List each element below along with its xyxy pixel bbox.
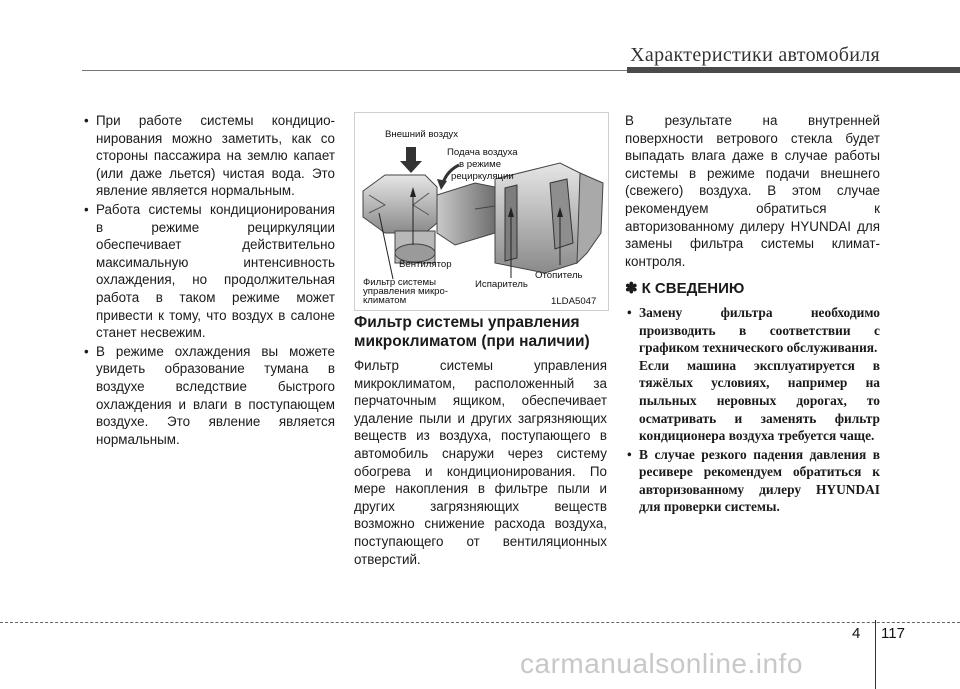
column-middle xyxy=(354,313,607,568)
note-asterisk-icon: ✽ xyxy=(625,280,638,298)
column-right xyxy=(625,112,880,517)
filter-body-text: Фильтр системы управления микроклиматом, расположенный за перчаточным ящиком, обеспечивает удаление пыли и других загрязняющих веществ из воздуха, поступающего в автомобиль снаружи через систему обогрева и кондиционирования. По мере накопления в фильтре пыли и других загрязняющих веществ возможно снижение расхода воздуха, поступающего от вентиляционных отверстий. xyxy=(354,358,607,567)
watermark-text: carmanualsonline.info xyxy=(520,648,803,679)
figure-code: 1LDA5047 xyxy=(551,296,597,307)
note-paragraph: • Замену фильтра необходимо производить в соответствии с графиком технического обслуживания. xyxy=(639,304,880,356)
label-blower: Вентилятор xyxy=(399,259,452,270)
continuation-text: В результате на внутренней поверхности ветрового стекла будет выпадать влага даже в случае работы системы в режиме подачи внешнего (свежего) воздуха. В этом случае рекомендуем обратиться к авторизованному дилеру HYUNDAI для замены фильтра системы климат-контроля. xyxy=(625,113,880,269)
label-filter-3: климатом xyxy=(363,295,407,306)
header-accent-bar xyxy=(627,67,960,73)
label-heater: Отопитель xyxy=(535,270,583,281)
note-item xyxy=(625,304,880,445)
note-item xyxy=(625,446,880,516)
filter-heading: Фильтр системы управления микроклиматом (при наличии) xyxy=(354,314,590,350)
bullet-list xyxy=(82,112,335,448)
note-list xyxy=(625,304,880,516)
footer-separator xyxy=(875,620,876,689)
label-evaporator: Испаритель xyxy=(475,279,528,290)
label-recirc-3: рециркуляции xyxy=(451,171,514,182)
note-paragraph: • В случае резкого падения давления в ресивере рекомендуем обратиться к авторизованному дилеру HYUNDAI для проверки системы. xyxy=(639,446,880,515)
label-filter-1: Фильтр системы xyxy=(363,277,436,288)
bullet-item: • Работа системы кондиционирования в режиме рециркуляции обеспечивает действительно максимальную интенсивность охлаждения, но продолжительная работа в таком режиме может привести к тому, что воздух в салоне станет несвежим. xyxy=(82,201,335,342)
footer-divider xyxy=(0,622,960,623)
page-number: 117 xyxy=(881,625,905,642)
section-title: Характеристики автомобиля xyxy=(630,44,880,66)
column-left xyxy=(82,112,335,449)
label-recirc-1: Подача воздуха xyxy=(447,147,518,158)
note-paragraph: Если машина эксплуатируется в тяжёлых условиях, например на пыльных неровных дорогах, то осматривать и заменять фильтр кондиционера воздуха требуется чаще. xyxy=(639,357,880,444)
bullet-item: • При работе системы кондиционирования можно заметить, как со стороны пассажира на землю капает (или даже льется) чистая вода. Это явление является нормальным. xyxy=(82,112,335,200)
note-heading xyxy=(625,280,880,298)
note-title: К СВЕДЕНИЮ xyxy=(641,280,745,298)
chapter-number: 4 xyxy=(852,625,861,642)
bullet-item: • В режиме охлаждения вы можете увидеть образование тумана в воздухе вследствие быстрого охлаждения и влаги в поступающем воздухе. Это явление является нормальным. xyxy=(82,343,335,449)
label-recirc-2: в режиме xyxy=(459,159,502,170)
label-filter-2: управления микро- xyxy=(363,286,449,297)
label-outside-air: Внешний воздух xyxy=(385,129,459,140)
climate-system-diagram xyxy=(354,112,609,311)
